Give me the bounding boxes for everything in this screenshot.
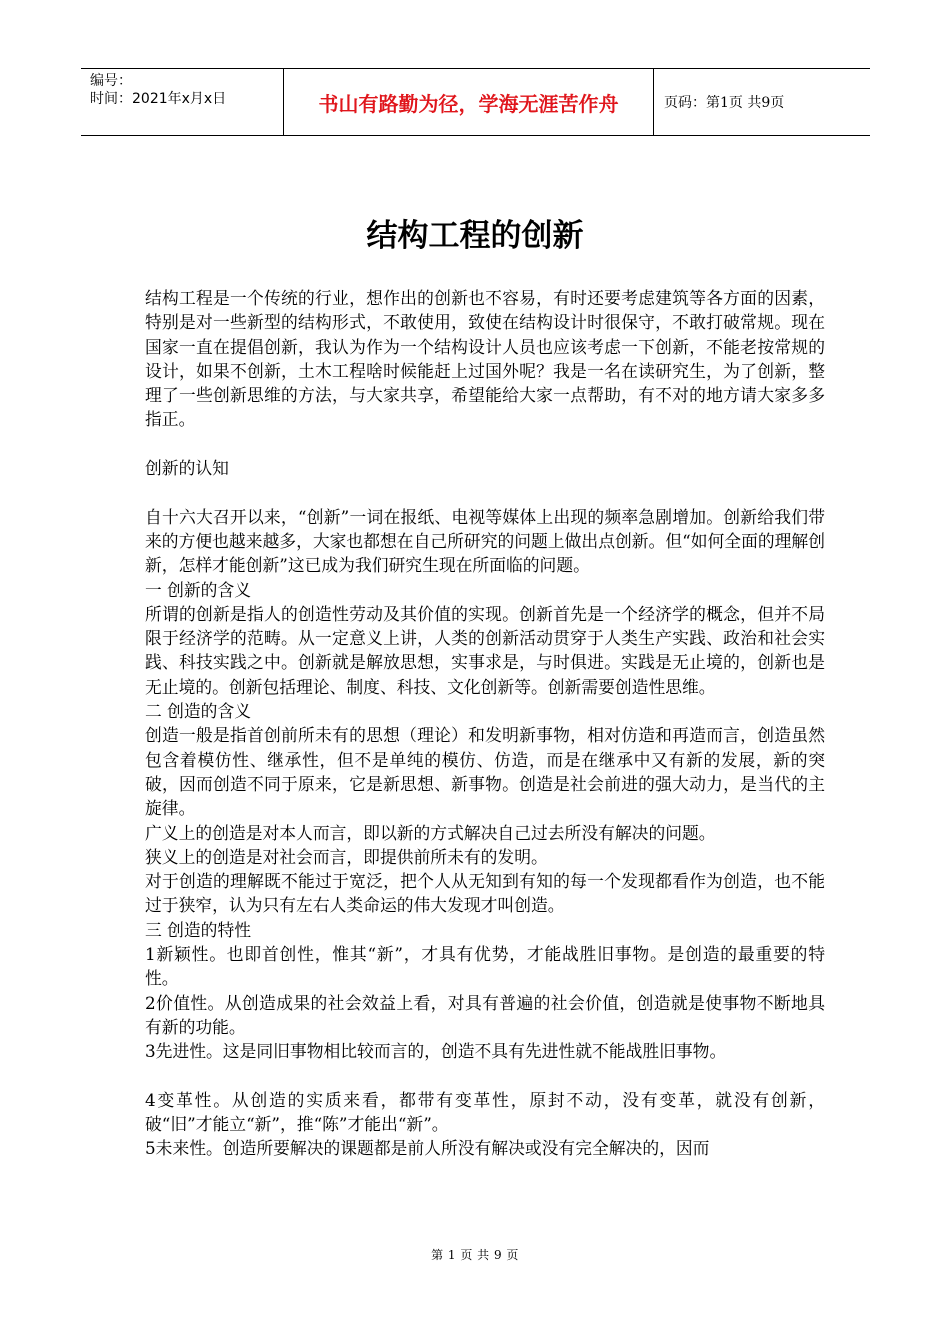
paragraph: 1新颖性。也即首创性，惟其“新”，才具有优势，才能战胜旧事物。是创造的最重要的特性。	[145, 944, 825, 989]
paragraph: 广义上的创造是对本人而言，即以新的方式解决自己过去所没有解决的问题。	[145, 822, 716, 843]
page-header	[81, 68, 870, 136]
time-label: 时间：2021年x月x日	[90, 91, 227, 107]
paragraph: 创新的认知	[145, 458, 229, 479]
paragraph: 自十六大召开以来，“创新”一词在报纸、电视等媒体上出现的频率急剧增加。创新给我们带来的方便也越来越多，大家也都想在自己所研究的问题上做出点创新。但“如何全面的理解创新，怎样才能创新”这已成为我们研究生现在所面临的问题。	[145, 506, 825, 576]
paragraph: 结构工程是一个传统的行业，想作出的创新也不容易，有时还要考虑建筑等各方面的因素，特别是对一些新型的结构形式，不敢使用，致使在结构设计时很保守，不敢打破常规。现在国家一直在提倡创新，我认为作为一个结构设计人员也应该考虑一下创新，不能老按常规的设计，如果不创新，土木工程啥时候能赶上过国外呢？我是一名在读研究生，为了创新，整理了一些创新思维的方法，与大家共享，希望能给大家一点帮助，有不对的地方请大家多多指正。	[145, 288, 825, 430]
paragraph: 对于创造的理解既不能过于宽泛，把个人从无知到有知的每一个发现都看作为创造，也不能过于狭窄，认为只有左右人类命运的伟大发现才叫创造。	[145, 871, 825, 916]
paragraph: 所谓的创新是指人的创造性劳动及其价值的实现。创新首先是一个经济学的概念，但并不局限于经济学的范畴。从一定意义上讲，人类的创新活动贯穿于人类生产实践、政治和社会实践、科技实践之中。创新就是解放思想，实事求是，与时俱进。实践是无止境的，创新也是无止境的。创新包括理论、制度、科技、文化创新等。创新需要创造性思维。	[145, 603, 825, 697]
page-footer: 第 1 页 共 9 页	[431, 1248, 519, 1262]
header-page-code: 页码：第1页 共9页	[664, 95, 785, 111]
paragraph: 二 创造的含义	[145, 701, 252, 722]
number-label: 编号：	[90, 73, 132, 89]
blank-line	[145, 1064, 825, 1088]
blank-line	[145, 480, 825, 504]
header-meta	[81, 69, 283, 135]
paragraph: 创造一般是指首创前所未有的思想（理论）和发明新事物，相对仿造和再造而言，创造虽然包含着模仿性、继承性，但不是单纯的模仿、仿造，而是在继承中又有新的发展，新的突破，因而创造不同于原来，它是新思想、新事物。创造是社会前进的强大动力，是当代的主旋律。	[145, 725, 825, 819]
paragraph: 3先进性。这是同旧事物相比较而言的，创造不具有先进性就不能战胜旧事物。	[145, 1041, 727, 1062]
paragraph: 狭义上的创造是对社会而言，即提供前所未有的发明。	[145, 846, 548, 867]
paragraph: 5未来性。创造所要解决的课题都是前人所没有解决或没有完全解决的，因而	[145, 1138, 710, 1159]
paragraph: 一 创新的含义	[145, 579, 252, 600]
paragraph: 三 创造的特性	[145, 919, 252, 940]
document-body	[145, 286, 825, 1161]
header-motto: 书山有路勤为径，学海无涯苦作舟	[283, 69, 654, 135]
paragraph: 4变革性。从创造的实质来看，都带有变革性，原封不动，没有变革，就没有创新，破“旧”才能立“新”，推“陈”才能出“新”。	[145, 1089, 825, 1135]
blank-line	[145, 432, 825, 456]
document-title: 结构工程的创新	[366, 218, 584, 254]
paragraph: 2价值性。从创造成果的社会效益上看，对具有普遍的社会价值，创造就是使事物不断地具有新的功能。	[145, 992, 825, 1037]
